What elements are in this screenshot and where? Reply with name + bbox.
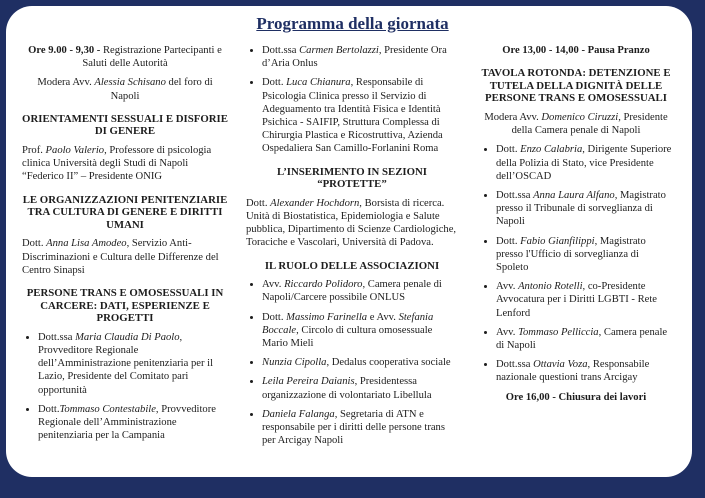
speaker-list [22,331,228,443]
speaker-entry [22,144,228,184]
speaker-name: Ottavia Voza [533,359,588,371]
speaker-prefix: Dott.ssa [496,359,534,371]
list-item [38,403,228,443]
speaker-name: Riccardo Polidoro [284,279,363,291]
section-heading-3: PERSONE TRANS E OMOSESSUALI IN CARCERE: DATI, ESPERIENZE E PROGETTI [26,287,224,325]
speaker-name: Antonio Rotelli [518,281,583,293]
speaker-text: , Magistrato presso l'Ufficio di sorveglianza di Spoleto [496,235,646,274]
speaker-prefix: Prof. [22,145,46,156]
section-heading-2: LE ORGANIZZAZIONI PENITENZIARIE TRA CULTURA DI GENERE E DIRITTI UMANI [22,193,228,231]
speaker-prefix: Avv. [262,279,285,291]
speaker-text: , Dirigente Superiore della Polizia di Stato, vice Presidente dell’OSCAD [496,144,672,182]
speaker-list [246,278,458,447]
speaker-text: , Provveditore Regionale dell’Amministrazione penitenziaria per la Campania [38,403,216,442]
speaker-text: , Provveditore Regionale dell’Amministrazione penitenziaria per il Lazio, Presidente del Comitato pari opportunità [38,331,214,396]
speaker-prefix: Avv. [496,281,519,293]
moderator-prefix: Modera Avv. [37,77,95,89]
speaker-text: , Camera penale di Napoli [496,326,668,352]
speaker-text: , Servizio Anti-Discriminazioni e Cultura delle Differenze del Centro Sinapsi [22,238,219,276]
page-title: Programma della giornata [256,14,449,33]
speaker-prefix: Dott. [496,144,521,156]
column-1 [22,44,228,448]
speaker-text: , Circolo di cultura omosessuale Mario Mieli [262,324,433,350]
speaker-list [480,143,672,384]
speaker-text: , Presidentessa organizzazione di volontariato Libellula [262,376,432,401]
closing-text: Ore 16,00 - Chiusura dei lavori [505,391,647,403]
list-item [262,356,458,369]
speaker-name: Daniela Falanga [262,408,335,420]
list-item [496,326,672,352]
speaker-name: Carmen Bertolazzi [299,45,379,56]
list-item [496,358,672,384]
speaker-prefix: Dott.ssa [496,190,534,201]
speaker-entry [246,197,458,250]
speaker-name: Enzo Calabria [520,144,583,156]
moderator-2 [480,111,672,137]
list-item [262,76,458,155]
speaker-name: Anna Laura Alfano [533,190,615,201]
speaker-text: , co-Presidente Avvocatura per i Diritti LGBTI - Rete Lenford [496,281,658,319]
speaker-prefix: Dott. [262,77,287,89]
speaker-prefix: Dott. [246,197,271,209]
lunch-break [480,44,672,57]
speaker-name: Nunzia Cipolla [262,357,327,369]
list-item [262,44,458,70]
speaker-name: Stefania Boccale [262,311,434,336]
section-heading-5: IL RUOLO DELLE ASSOCIAZIONI [264,259,440,272]
speaker-name: Fabio Gianfilippi [520,235,595,247]
list-item [496,143,672,183]
moderator-1 [22,76,228,102]
speaker-prefix: Dott. [22,238,47,250]
speaker-joiner: e Avv. [367,311,399,323]
speaker-text: , Presidente Ora d’Aria Onlus [262,45,447,70]
speaker-name: Tommaso Pelliccia [518,326,599,338]
speaker-text: , Responsabile nazionale questioni trans Arcigay [496,359,650,384]
speaker-text: , Segretaria di ATN e responsabile per i diritti delle persone trans per Arcigay Napoli [262,408,445,447]
speaker-text: , Borsista di ricerca. Unità di Biostatistica, Epidemiologia e Salute pubblica, Dipartimento di Scienze Cardiologiche, Toraciche e Vascolari, Università di Padova. [246,197,457,249]
list-item [38,331,228,397]
moderator-prefix: Modera Avv. [484,111,542,123]
list-item [262,311,458,351]
speaker-prefix: Dott. [496,235,521,247]
speaker-name: Massimo Farinella [286,311,368,323]
speaker-name: Leila Pereira Daianis [262,376,355,388]
speaker-prefix: Avv. [496,326,519,338]
list-item [496,235,672,275]
speaker-prefix: Dott. [262,311,287,323]
list-item [496,280,672,320]
list-item [262,278,458,304]
section-heading-4: L’INSERIMENTO IN SEZIONI “PROTETTE” [276,165,427,191]
opening-entry [22,44,228,70]
speaker-text: , Camera penale di Napoli/Carcere possibile ONLUS [262,279,442,304]
column-2 [246,44,458,453]
list-item [496,189,672,229]
moderator-name: Domenico Ciruzzi [541,111,619,123]
opening-time: Ore 9.00 - 9,30 - [28,45,101,56]
speaker-name: Paolo Valerio [45,145,105,156]
speaker-text: , Professore di psicologia clinica Università degli Studi di Napoli “Federico II” – Presidente ONIG [22,145,212,183]
list-item [262,408,458,448]
list-item [262,375,458,401]
speaker-prefix: Dott. [38,403,60,415]
moderator-text: , Presidente della Camera penale di Napoli [511,111,668,137]
closing-entry [480,391,672,404]
opening-text: Registrazione Partecipanti e Saluti delle Autorità [82,45,222,70]
section-heading-1: ORIENTAMENTI SESSUALI E DISFORIE DI GENERE [22,112,228,138]
speaker-name: Luca Chianura [286,77,351,89]
moderator-text: del foro di Napoli [110,77,213,102]
speaker-name: Maria Claudia Di Paolo [75,331,180,343]
speaker-prefix: Dott.ssa [262,45,300,56]
moderator-name: Alessia Schisano [94,77,166,89]
speaker-text: , Dedalus cooperativa sociale [326,357,451,369]
speaker-name: Tommaso Contestabile [59,403,156,415]
section-heading-6: TAVOLA ROTONDA: DETENZIONE E TUTELA DELLA DIGNITÀ DELLE PERSONE TRANS E OMOSESSUALI [481,67,671,105]
lunch-text: Ore 13,00 - 14,00 - Pausa Pranzo [502,45,650,56]
speaker-list [246,44,458,156]
speaker-prefix: Dott.ssa [38,331,76,343]
speaker-text: , Magistrato presso il Tribunale di sorveglianza di Napoli [496,190,666,228]
speaker-name: Alexander Hochdorn [270,197,360,209]
speaker-text: , Responsabile di Psicologia Clinica presso il Servizio di Adeguamento tra Identità Fisica e Identità Psichica - SAIFIP, Struttura Complessa di Chirurgia Plastica e Ricostruttiva, Azienda Ospedaliera San Camillo-Forlanini Roma [262,77,443,155]
speaker-entry [22,237,228,277]
speaker-name: Anna Lisa Amodeo [46,238,127,250]
column-3 [480,44,672,410]
